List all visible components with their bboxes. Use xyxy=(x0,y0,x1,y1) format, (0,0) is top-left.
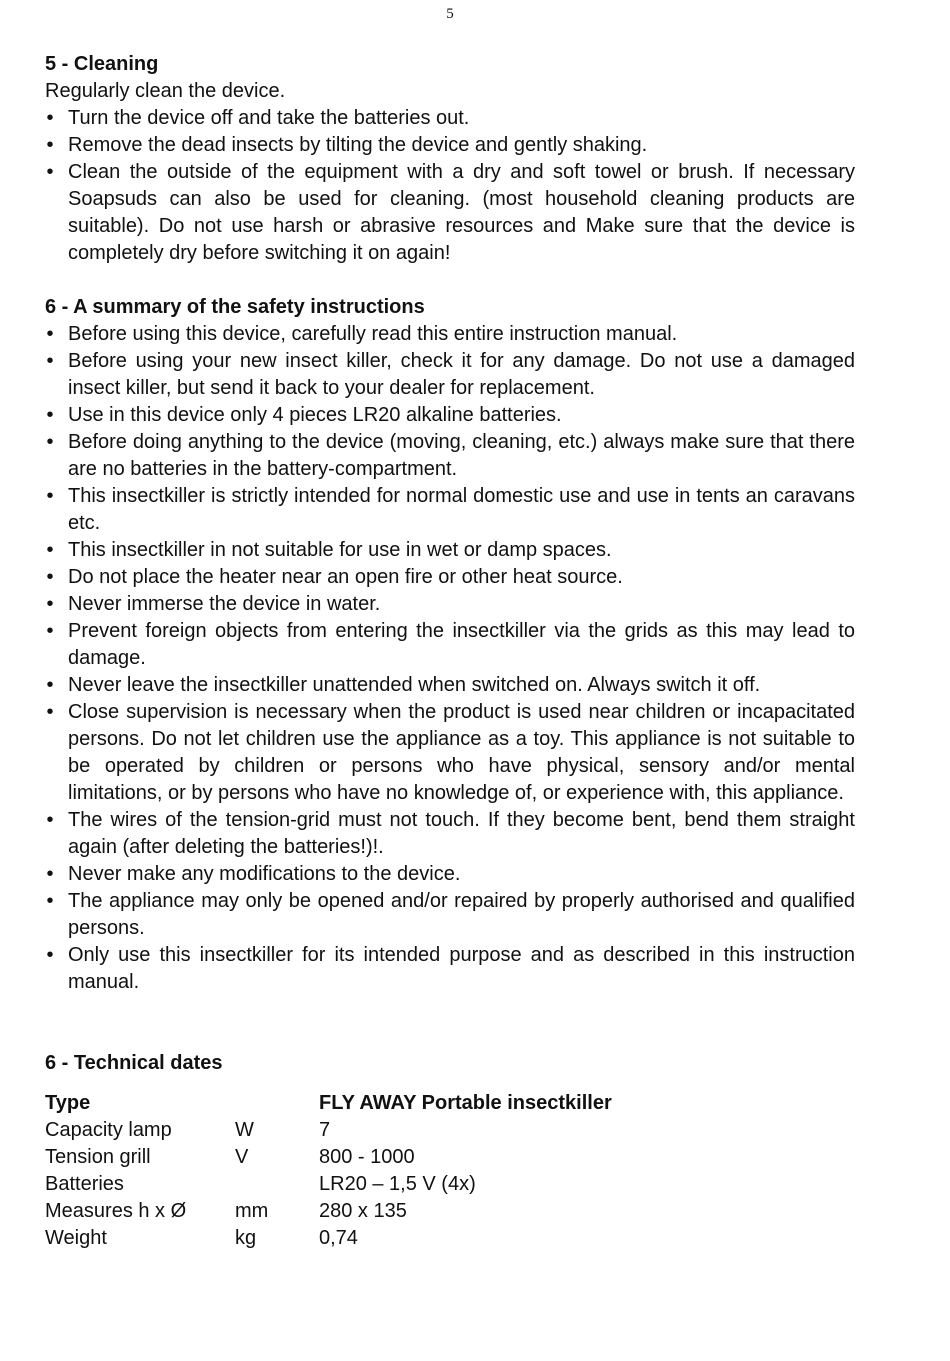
bullet-icon: • xyxy=(46,890,54,912)
spec-value: FLY AWAY Portable insectkiller xyxy=(319,1092,612,1114)
spec-label: Tension grill xyxy=(45,1146,151,1168)
bullet-icon: • xyxy=(46,485,54,507)
spec-unit: kg xyxy=(235,1227,257,1249)
bullet-icon: • xyxy=(46,323,54,345)
list-item-text: Do not place the heater near an open fire or other heat source. xyxy=(68,566,623,588)
list-item-text: Use in this device only 4 pieces LR20 alkaline batteries. xyxy=(68,404,562,426)
list-item xyxy=(45,942,855,996)
spec-label: Capacity lamp xyxy=(45,1119,172,1141)
list-item xyxy=(45,564,855,591)
bullet-icon: • xyxy=(46,134,54,156)
list-item xyxy=(45,537,855,564)
table-row xyxy=(45,1144,612,1171)
list-item-text: The appliance may only be opened and/or repaired by properly authorised and qualified persons. xyxy=(68,890,855,939)
spec-value: 280 x 135 xyxy=(319,1200,407,1222)
bullet-icon: • xyxy=(46,431,54,453)
list-item-text: This insectkiller in not suitable for use in wet or damp spaces. xyxy=(68,539,612,561)
technical-heading: 6 - Technical dates xyxy=(45,1052,223,1074)
page-number: 5 xyxy=(446,6,454,22)
list-item-text: Prevent foreign objects from entering the insectkiller via the grids as this may lead to damage. xyxy=(68,620,855,669)
cleaning-list xyxy=(45,105,855,267)
list-item-text: Before doing anything to the device (moving, cleaning, etc.) always make sure that there are no batteries in the battery-compartment. xyxy=(68,431,855,480)
spec-unit: W xyxy=(235,1119,254,1141)
bullet-icon: • xyxy=(46,701,54,723)
cleaning-heading: 5 - Cleaning xyxy=(45,53,159,75)
list-item xyxy=(45,861,855,888)
list-item-text: Never make any modifications to the device. xyxy=(68,863,461,885)
list-item-text: The wires of the tension-grid must not touch. If they become bent, bend them straight again (after deleting the batteries!)!. xyxy=(68,809,855,858)
spec-unit xyxy=(235,1171,319,1198)
spec-label: Batteries xyxy=(45,1173,124,1195)
list-item-text: Turn the device off and take the batteries out. xyxy=(68,107,470,129)
list-item-text: Remove the dead insects by tilting the device and gently shaking. xyxy=(68,134,648,156)
table-header-row xyxy=(45,1090,612,1117)
bullet-icon: • xyxy=(46,404,54,426)
list-item-text: Clean the outside of the equipment with a dry and soft towel or brush. If necessary Soapsuds can also be used for cleaning. (most household cleaning products are suitable). Do not use harsh or abrasive resources and Make sure that the device is completely dry before switching it on again! xyxy=(68,161,855,264)
bullet-icon: • xyxy=(46,809,54,831)
spec-value: LR20 – 1,5 V (4x) xyxy=(319,1173,476,1195)
list-item xyxy=(45,105,855,132)
section-spacer xyxy=(45,267,855,294)
spec-label: Measures h x Ø xyxy=(45,1200,187,1222)
bullet-icon: • xyxy=(46,566,54,588)
list-item-text: Only use this insectkiller for its intended purpose and as described in this instruction manual. xyxy=(68,944,855,993)
bullet-icon: • xyxy=(46,593,54,615)
cleaning-intro: Regularly clean the device. xyxy=(45,80,286,102)
bullet-icon: • xyxy=(46,863,54,885)
list-item xyxy=(45,321,855,348)
list-item-text: This insectkiller is strictly intended for normal domestic use and use in tents an caravans etc. xyxy=(68,485,855,534)
list-item xyxy=(45,483,855,537)
bullet-icon: • xyxy=(46,944,54,966)
safety-heading: 6 - A summary of the safety instructions xyxy=(45,296,425,318)
list-item xyxy=(45,429,855,483)
bullet-icon: • xyxy=(46,161,54,183)
bullet-icon: • xyxy=(46,620,54,642)
list-item-text: Never immerse the device in water. xyxy=(68,593,381,615)
list-item xyxy=(45,132,855,159)
list-item xyxy=(45,888,855,942)
safety-list xyxy=(45,321,855,996)
section-spacer xyxy=(45,996,855,1050)
heading-spacer xyxy=(45,1077,855,1090)
table-row xyxy=(45,1117,612,1144)
safety-section xyxy=(45,294,855,996)
document-body xyxy=(45,51,855,1252)
spec-unit xyxy=(235,1090,319,1117)
cleaning-section xyxy=(45,51,855,267)
table-row xyxy=(45,1198,612,1225)
table-row xyxy=(45,1225,612,1252)
list-item xyxy=(45,807,855,861)
spec-unit: V xyxy=(235,1146,249,1168)
bullet-icon: • xyxy=(46,539,54,561)
bullet-icon: • xyxy=(46,674,54,696)
list-item xyxy=(45,591,855,618)
list-item xyxy=(45,159,855,267)
list-item xyxy=(45,699,855,807)
table-row xyxy=(45,1171,612,1198)
list-item xyxy=(45,672,855,699)
list-item-text: Before using your new insect killer, check it for any damage. Do not use a damaged insect killer, but send it back to your dealer for replacement. xyxy=(68,350,855,399)
bullet-icon: • xyxy=(46,350,54,372)
spec-label: Weight xyxy=(45,1227,107,1249)
technical-section xyxy=(45,1050,855,1252)
bullet-icon: • xyxy=(46,107,54,129)
list-item-text: Close supervision is necessary when the product is used near children or incapacitated persons. Do not let children use the appliance as a toy. This appliance is not suitable to be operated by children or persons who have physical, sensory and/or mental limitations, or by persons who have no knowledge of, or experience with, this appliance. xyxy=(68,701,855,804)
list-item xyxy=(45,402,855,429)
spec-unit: mm xyxy=(235,1200,269,1222)
spec-value: 800 - 1000 xyxy=(319,1146,415,1168)
spec-value: 7 xyxy=(319,1119,331,1141)
spec-label: Type xyxy=(45,1092,91,1114)
spec-value: 0,74 xyxy=(319,1227,358,1249)
list-item-text: Never leave the insectkiller unattended when switched on. Always switch it off. xyxy=(68,674,761,696)
list-item-text: Before using this device, carefully read this entire instruction manual. xyxy=(68,323,678,345)
specs-table xyxy=(45,1090,612,1252)
list-item xyxy=(45,348,855,402)
list-item xyxy=(45,618,855,672)
